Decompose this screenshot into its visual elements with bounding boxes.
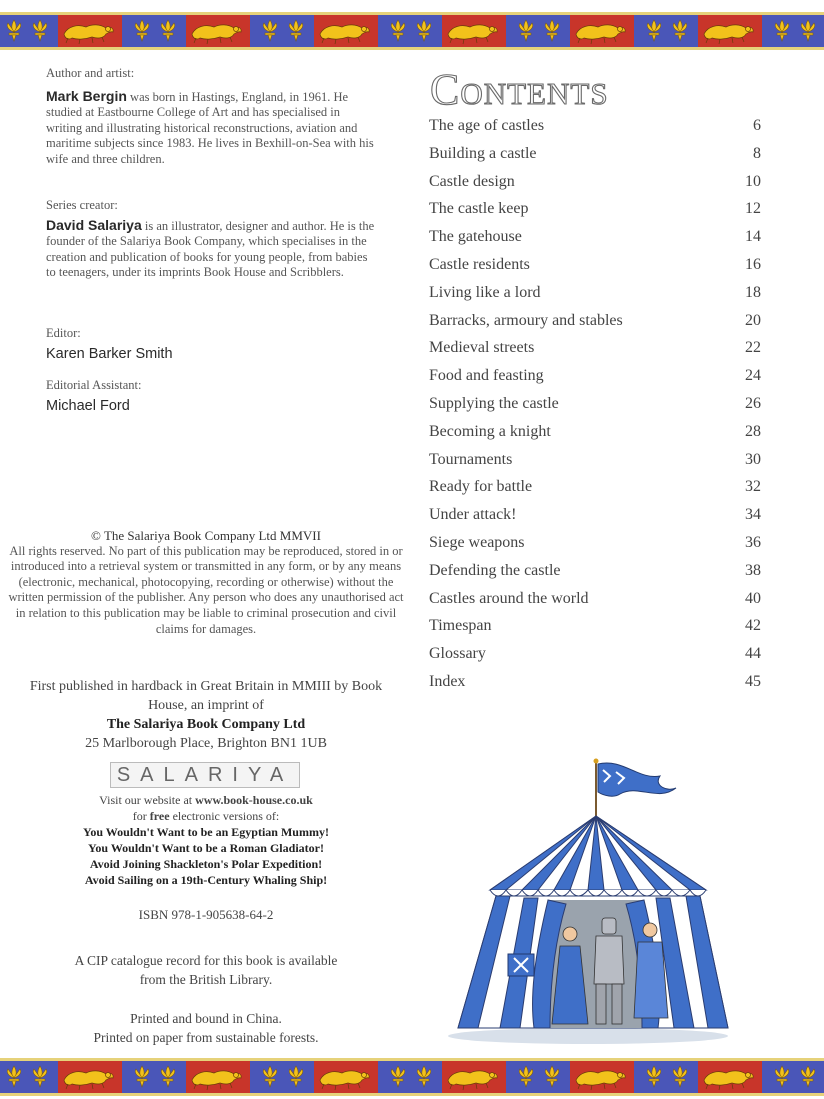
heraldic-border-top xyxy=(0,12,824,50)
toc-page: 32 xyxy=(745,478,761,496)
toc-title: Castles around the world xyxy=(429,589,589,607)
toc-title: Castle residents xyxy=(429,255,530,273)
printed-line: Printed on paper from sustainable forests. xyxy=(93,1030,319,1045)
printed-block xyxy=(0,1009,412,1047)
toc-page: 10 xyxy=(745,172,761,190)
toc-title: Tournaments xyxy=(429,450,513,468)
editor-label: Editor: xyxy=(46,326,81,340)
toc-entry[interactable] xyxy=(429,503,761,531)
toc-page: 24 xyxy=(745,367,761,385)
toc-entry[interactable] xyxy=(429,392,761,420)
toc-title: Becoming a knight xyxy=(429,422,551,440)
toc-page: 22 xyxy=(745,339,761,357)
toc-page: 42 xyxy=(745,617,761,635)
website-block xyxy=(0,792,412,888)
toc-page: 8 xyxy=(753,144,761,162)
toc-entry[interactable] xyxy=(429,225,761,253)
website-url[interactable]: www.book-house.co.uk xyxy=(195,793,313,807)
toc-title: Medieval streets xyxy=(429,339,535,357)
heraldic-border-bottom xyxy=(0,1058,824,1096)
toc-entry[interactable] xyxy=(429,336,761,364)
copyright-block xyxy=(0,528,412,637)
copyright-body: All rights reserved. No part of this publication may be reproduced, stored in or introduced into a retrieval system or transmitted in any form, or by any means (electronic, mechanical, photocopying, recording or otherwise) without the written permission of the publisher. Any person who does any unauthorised act in relation to this publication may be liable to criminal prosecution and civil claims for damages. xyxy=(8,543,404,636)
series-bio-text: is an illustrator, designer and author. He is the founder of the Salariya Book Company, which specialises in the creation and publication of books for young people, from babies to teenagers, under its imprints Book House and Scribblers. xyxy=(46,219,375,280)
first-published: First published in hardback in Great Britain in MMIII by Book House, an imprint of xyxy=(29,679,383,713)
toc-entry[interactable] xyxy=(429,614,761,642)
toc-entry[interactable] xyxy=(429,642,761,670)
website-visit-text: Visit our website at xyxy=(99,793,196,807)
toc-title: Food and feasting xyxy=(429,367,544,385)
toc-entry[interactable] xyxy=(429,448,761,476)
book-title: Avoid Joining Shackleton's Polar Expedition! xyxy=(89,857,323,871)
author-label: Author and artist: xyxy=(46,66,135,80)
toc-entry[interactable] xyxy=(429,587,761,615)
toc-title: The gatehouse xyxy=(429,228,522,246)
table-of-contents xyxy=(429,114,761,698)
isbn: ISBN 978-1-905638-64-2 xyxy=(138,907,274,922)
toc-page: 26 xyxy=(745,394,761,412)
author-bio xyxy=(46,89,376,167)
toc-title: Glossary xyxy=(429,645,486,663)
toc-entry[interactable] xyxy=(429,170,761,198)
toc-page: 20 xyxy=(745,311,761,329)
book-title: You Wouldn't Want to be a Roman Gladiator! xyxy=(88,841,324,855)
toc-entry[interactable] xyxy=(429,114,761,142)
toc-entry[interactable] xyxy=(429,309,761,337)
toc-entry[interactable] xyxy=(429,420,761,448)
assistant-name: Michael Ford xyxy=(46,398,130,414)
toc-page: 16 xyxy=(745,255,761,273)
publisher-company: The Salariya Book Company Ltd xyxy=(106,717,306,732)
toc-entry[interactable] xyxy=(429,253,761,281)
toc-page: 18 xyxy=(745,283,761,301)
heraldic-border-icon xyxy=(0,1058,824,1096)
toc-title: The castle keep xyxy=(429,200,529,218)
series-bio xyxy=(46,218,376,281)
toc-entry[interactable] xyxy=(429,559,761,587)
author-bio-text: was born in Hastings, England, in 1961. He studied at Eastbourne College of Art and has specialised in writing and illustrating historical reconstructions, aviation and maritime subjects since 1983. He lives in Bexhill-on-Sea with his wife and three children. xyxy=(46,90,374,166)
toc-entry[interactable] xyxy=(429,281,761,309)
cip-line: from the British Library. xyxy=(139,972,273,987)
tent-illustration xyxy=(438,758,748,1053)
copyright-line: © The Salariya Book Company Ltd MMVII xyxy=(91,528,321,543)
toc-entry[interactable] xyxy=(429,531,761,559)
website-for-text: for xyxy=(132,809,150,823)
toc-page: 12 xyxy=(745,200,761,218)
book-title: You Wouldn't Want to be an Egyptian Mummy! xyxy=(83,825,329,839)
cip-block xyxy=(0,951,412,989)
toc-page: 45 xyxy=(745,672,761,690)
toc-title: Living like a lord xyxy=(429,283,541,301)
toc-page: 38 xyxy=(745,561,761,579)
publisher-address: 25 Marlborough Place, Brighton BN1 1UB xyxy=(85,736,327,751)
book-title: Avoid Sailing on a 19th-Century Whaling Ship! xyxy=(84,873,328,887)
toc-page: 36 xyxy=(745,533,761,551)
toc-title: Barracks, armoury and stables xyxy=(429,311,623,329)
toc-title: Ready for battle xyxy=(429,478,533,496)
toc-entry[interactable] xyxy=(429,364,761,392)
toc-entry[interactable] xyxy=(429,142,761,170)
author-name: Mark Bergin xyxy=(46,88,127,104)
toc-title: Castle design xyxy=(429,172,515,190)
toc-entry[interactable] xyxy=(429,670,761,698)
toc-title: Timespan xyxy=(429,617,492,635)
editor-name: Karen Barker Smith xyxy=(46,346,173,362)
toc-page: 44 xyxy=(745,645,761,663)
toc-page: 40 xyxy=(745,589,761,607)
medieval-tent-icon xyxy=(438,758,748,1048)
series-name: David Salariya xyxy=(46,217,142,233)
heraldic-border-icon xyxy=(0,12,824,50)
printed-line: Printed and bound in China. xyxy=(130,1011,282,1026)
salariya-logo: SALARIYA xyxy=(110,762,300,788)
toc-title: The age of castles xyxy=(429,117,545,134)
toc-page: 14 xyxy=(745,228,761,246)
toc-entry[interactable] xyxy=(429,475,761,503)
toc-page: 6 xyxy=(753,117,761,134)
toc-page: 30 xyxy=(745,450,761,468)
toc-title: Defending the castle xyxy=(429,561,561,579)
website-free: free xyxy=(149,809,170,823)
series-label: Series creator: xyxy=(46,198,118,212)
contents-title: Contents xyxy=(430,65,609,114)
cip-line: A CIP catalogue record for this book is available xyxy=(74,953,338,968)
toc-page: 34 xyxy=(745,506,761,524)
toc-title: Siege weapons xyxy=(429,533,525,551)
toc-title: Index xyxy=(429,672,466,690)
toc-title: Building a castle xyxy=(429,144,537,162)
assistant-label: Editorial Assistant: xyxy=(46,378,142,392)
toc-title: Supplying the castle xyxy=(429,394,559,412)
toc-title: Under attack! xyxy=(429,506,517,524)
publisher-block xyxy=(0,677,412,753)
toc-entry[interactable] xyxy=(429,197,761,225)
toc-page: 28 xyxy=(745,422,761,440)
website-electronic-text: electronic versions of: xyxy=(169,809,280,823)
